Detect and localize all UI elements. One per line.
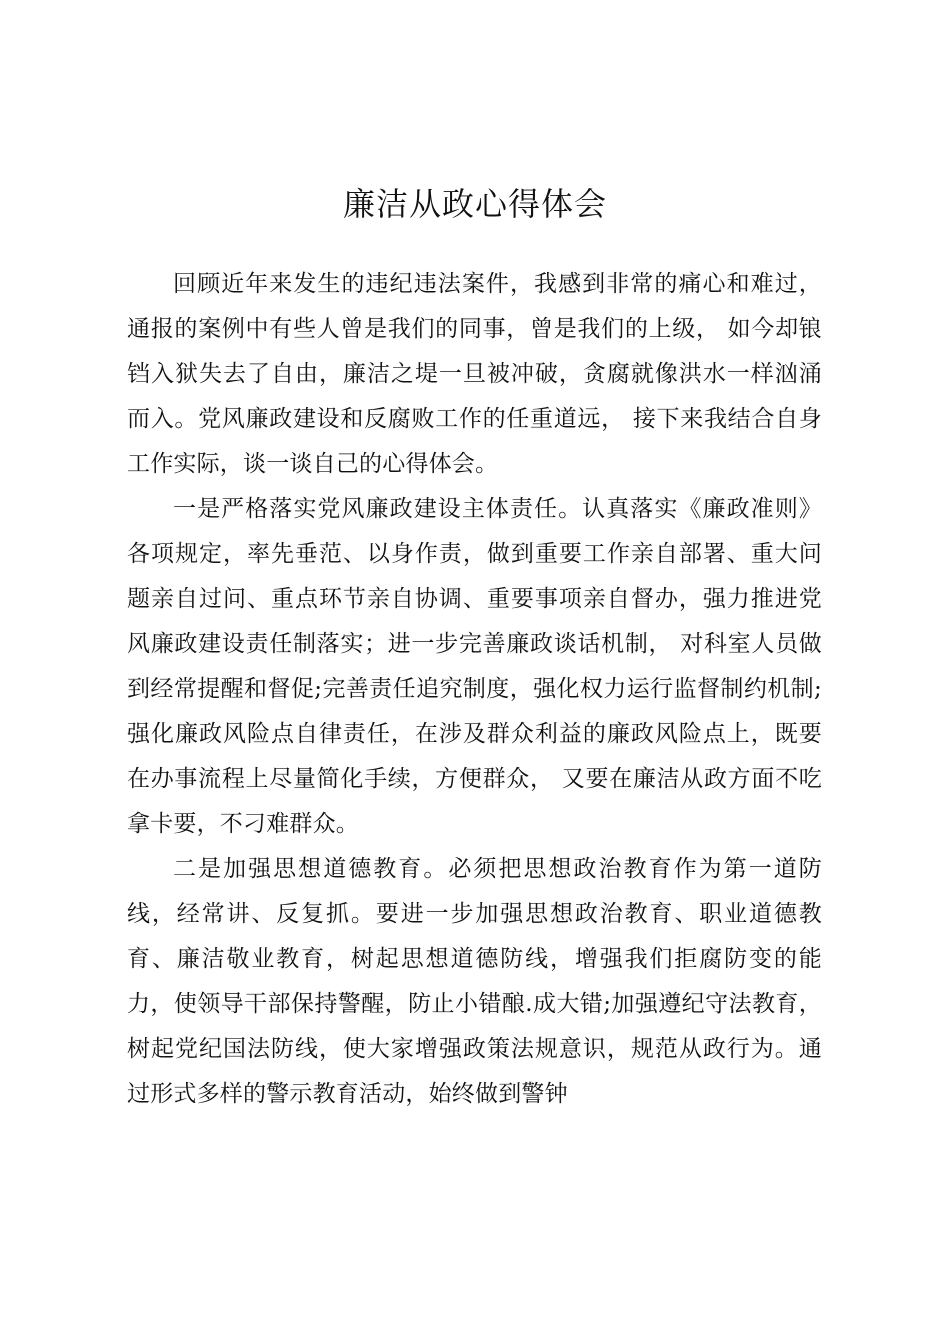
document-title: 廉洁从政心得体会	[342, 185, 607, 223]
paragraph-responsibility: 一是严格落实党风廉政建设主体责任。认真落实《廉政准则》各项规定，率先垂范、以身作责，做到重要工作亲自部署、重大问题亲自过问、重点环节亲自协调、重要事项亲自督办，强力推进党风廉政建设责任制落实；进一步完善廉政谈话机制， 对科室人员做到经常提醒和督促;完善责任追究制度，强化权力运行监督制约机制;强化廉政风险点自律责任，在涉及群众利益的廉政风险点上，既要在办事流程上尽量简化手续，方便群众， 又要在廉洁从政方面不吃拿卡要，不刁难群众。	[127, 496, 822, 837]
document-body	[127, 262, 822, 1117]
paragraph-education: 二是加强思想道德教育。必须把思想政治教育作为第一道防线，经常讲、反复抓。要进一步加强思想政治教育、职业道德教育、廉洁敬业教育，树起思想道德防线，增强我们拒腐防变的能力，使领导干部保持警醒，防止小错酿.成大错;加强遵纪守法教育，树起党纪国法防线，使大家增强政策法规意识，规范从政行为。通过形式多样的警示教育活动，始终做到警钟	[127, 856, 822, 1107]
paragraph-intro: 回顾近年来发生的违纪违法案件，我感到非常的痛心和难过，通报的案例中有些人曾是我们的同事，曾是我们的上级， 如今却锒铛入狱失去了自由，廉洁之堤一旦被冲破，贪腐就像洪水一样汹涌而入。党风廉政建设和反腐败工作的任重道远， 接下来我结合自身工作实际，谈一谈自己的心得体会。	[127, 271, 822, 477]
